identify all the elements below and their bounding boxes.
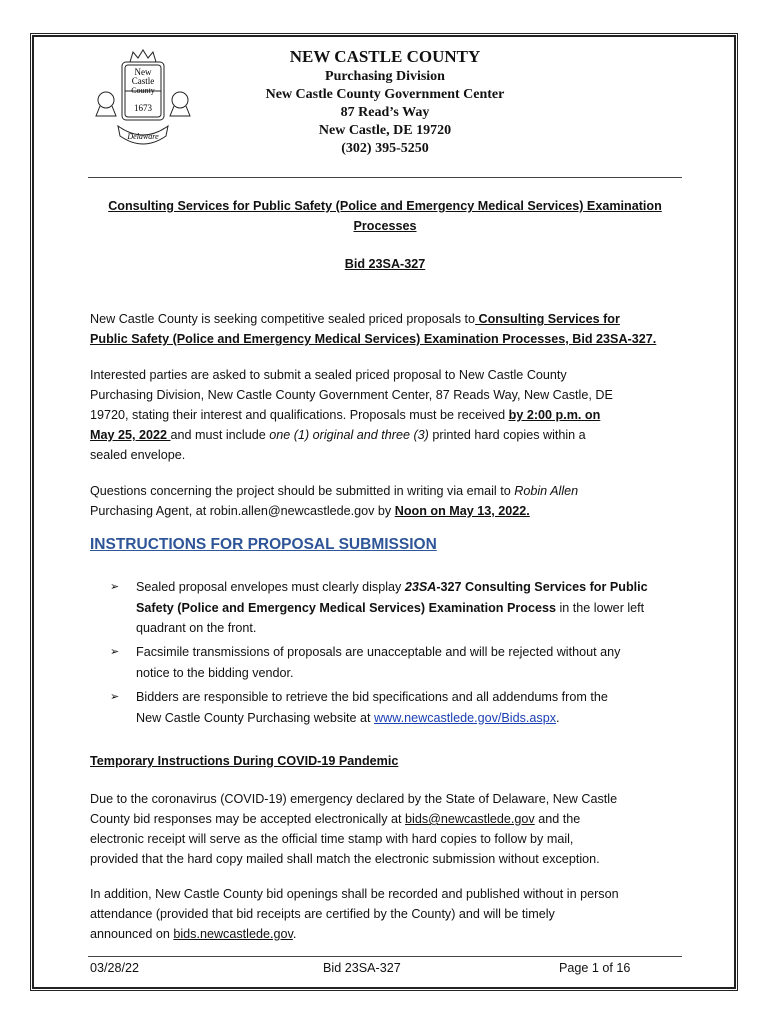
header-divider bbox=[88, 177, 682, 178]
submission-paragraph-line-2: Purchasing Division, New Castle County Government Center, 87 Reads Way, New Castle, DE bbox=[90, 388, 613, 402]
arrow-bullet-icon: ➢ bbox=[110, 581, 120, 593]
submission-paragraph-line-3: 19720, stating their interest and qualifications. Proposals must be received by 2:00 p.m. on bbox=[90, 408, 601, 422]
instructions-heading: INSTRUCTIONS FOR PROPOSAL SUBMISSION bbox=[90, 536, 437, 553]
footer-divider bbox=[88, 956, 682, 957]
government-center-name: New Castle County Government Center bbox=[265, 87, 505, 102]
intro-paragraph-line-1: New Castle County is seeking competitive sealed priced proposals to Consulting Services for bbox=[90, 312, 620, 326]
bids-website-link[interactable]: www.newcastlede.gov/Bids.aspx bbox=[374, 710, 557, 725]
seal-text-castle: Castle bbox=[131, 76, 155, 86]
footer-bid-number: Bid 23SA-327 bbox=[323, 961, 401, 975]
seal-text-year: 1673 bbox=[134, 103, 152, 113]
covid-paragraph-line-4: provided that the hard copy mailed shall match the electronic submission without exception. bbox=[90, 852, 600, 866]
bullet-item-envelope-marking bbox=[110, 577, 680, 639]
county-seal-logo bbox=[88, 44, 198, 156]
bids-email-link[interactable]: bids@newcastlede.gov bbox=[405, 812, 535, 826]
county-name-heading: NEW CASTLE COUNTY bbox=[289, 47, 481, 66]
bid-number: Bid 23SA-327 bbox=[344, 257, 426, 271]
covid-paragraph-line-1: Due to the coronavirus (COVID-19) emergency declared by the State of Delaware, New Castle bbox=[90, 792, 618, 806]
bid-title-line-1: Consulting Services for Public Safety (Police and Emergency Medical Services) Examination bbox=[108, 199, 662, 213]
intro-paragraph-line-2: Public Safety (Police and Emergency Medical Services) Examination Processes, Bid 23SA-327. bbox=[90, 332, 657, 346]
covid-paragraph-line-3: electronic receipt will serve as the official time stamp with hard copies to follow by mail, bbox=[90, 832, 574, 846]
footer-date: 03/28/22 bbox=[90, 961, 140, 975]
submission-paragraph-line-1: Interested parties are asked to submit a sealed priced proposal to New Castle County bbox=[90, 368, 567, 382]
questions-paragraph-line-2: Purchasing Agent, at robin.allen@newcastlede.gov by Noon on May 13, 2022. bbox=[90, 504, 530, 518]
openings-paragraph-line-1: In addition, New Castle County bid openings shall be recorded and published without in person bbox=[90, 887, 619, 901]
bullet-item-bid-specifications bbox=[110, 687, 680, 728]
seal-text-new: New bbox=[134, 67, 152, 77]
questions-paragraph-line-1: Questions concerning the project should be submitted in writing via email to Robin Allen bbox=[90, 484, 579, 498]
bullet-text: Facsimile transmissions of proposals are unacceptable and will be rejected without any notice to the bidding vendor. bbox=[136, 645, 621, 680]
openings-paragraph-line-2: attendance (provided that bid receipts are certified by the County) and will be timely bbox=[90, 907, 555, 921]
submission-paragraph-line-4: May 25, 2022 and must include one (1) original and three (3) printed hard copies within a bbox=[90, 428, 586, 442]
bullet-item-facsimile bbox=[110, 642, 680, 683]
arrow-bullet-icon: ➢ bbox=[110, 646, 120, 658]
arrow-bullet-icon: ➢ bbox=[110, 691, 120, 703]
openings-paragraph-line-3: announced on bids.newcastlede.gov. bbox=[90, 927, 297, 941]
covid-heading: Temporary Instructions During COVID-19 Pandemic bbox=[90, 754, 399, 768]
seal-text-state: Delaware bbox=[127, 132, 159, 141]
city-state-zip: New Castle, DE 19720 bbox=[318, 123, 452, 138]
phone-number: (302) 395-5250 bbox=[341, 141, 429, 156]
seal-text-county: County bbox=[131, 86, 155, 95]
bullet-text: Bidders are responsible to retrieve the bid specifications and all addendums from the New Castle County Purchasing website at www.newcastlede.gov/Bids.aspx. bbox=[136, 690, 608, 725]
bids-site-link[interactable]: bids.newcastlede.gov bbox=[173, 927, 293, 941]
footer-page-number: Page 1 of 16 bbox=[559, 961, 631, 975]
division-name: Purchasing Division bbox=[325, 69, 445, 84]
covid-paragraph-line-2: County bid responses may be accepted electronically at bids@newcastlede.gov and the bbox=[90, 812, 581, 826]
bullet-text: Sealed proposal envelopes must clearly display 23SA-327 Consulting Services for Public Safety (Police and Emergency Medical Services) Examination Process in the lower left quadrant on the front. bbox=[136, 580, 648, 636]
bid-title-line-2: Processes bbox=[353, 219, 417, 233]
submission-paragraph-line-5: sealed envelope. bbox=[90, 448, 186, 462]
street-address: 87 Read’s Way bbox=[340, 105, 430, 120]
